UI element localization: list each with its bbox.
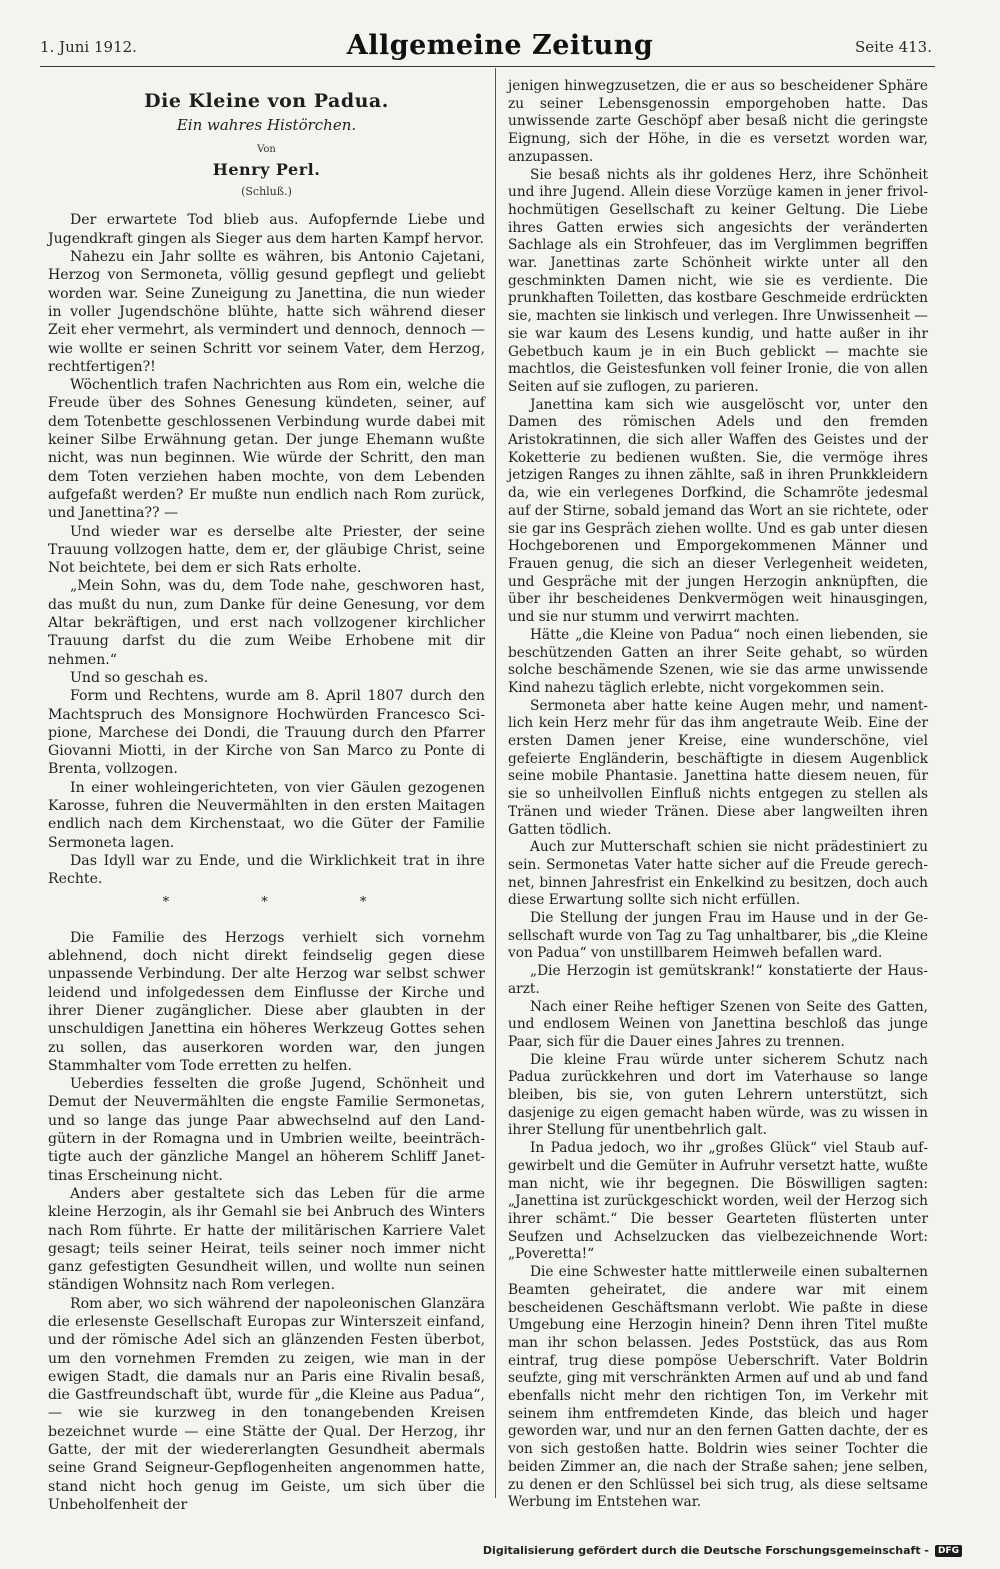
- page-number: Seite 413.: [854, 38, 932, 56]
- masthead: Allgemeine Zeitung: [346, 30, 654, 61]
- paragraph: Das Idyll war zu Ende, und die Wirklichkeit trat in ihre Rechte.: [48, 852, 485, 888]
- separator-star: *: [162, 895, 214, 911]
- paragraph: Nahezu ein Jahr sollte es währen, bis Antonio Cajetani, Herzog von Sermoneta, völlig gesund gepflegt und geliebt worden war. Seine Zuneigung zu Janettina, die nun wieder in voller Jugendschöne blühte, hatte sich während dieser Zeit eher vermehrt, als vermindert und dennoch, dennoch — wie wollte er seinen Schritt vor seinem Vater, dem Herzog, rechtfertigen?!: [48, 249, 485, 375]
- byline-von: Von: [257, 143, 276, 155]
- paragraph: Der erwartete Tod blieb aus. Aufopfernde Liebe und Jugendkraft gingen als Sieger aus dem harten Kampf hervor.: [48, 212, 485, 247]
- paragraph: Janettina kam sich wie ausgelöscht vor, unter den Damen des römischen Adels und den fremden Aristokratinnen, die sich aller Waffen des Geistes und der Koketterie zu bedienen wußten. Sie, die vermöge ihres jetzigen Ranges zu ihnen zählte, saß in ihren Prunkkleidern da, wie ein verlegenes Dorfkind, die Schamröte jedesmal auf der Stirne, sobald jemand das Wort an sie richtete, oder sie gar ins Gespräch ziehen wollte. Und es gab unter diesen Hochgeborenen und Emporgekommenen Männer und Frauen genug, die sich an dieser Verlegenheit weideten, und Gespräche mit der jungen Herzogin anknüpften, die über ihr bescheidenes Denkvermögen weit hinausgingen, und sie nur stumm und verwirrt machten.: [508, 396, 928, 626]
- paragraph: Die Stellung der jungen Frau im Hause und in der Gesellschaft wurde von Tag zu Tag unhaltbarer, bis „die Kleine von Padua“ von unstillbarem Heimweh befallen ward.: [508, 910, 928, 962]
- article-author: Henry Perl.: [212, 159, 321, 179]
- paragraph: „Die Herzogin ist gemütskrank!“ konstatierte der Hausarzt.: [508, 963, 928, 997]
- paragraph: Ueberdies fesselten die große Jugend, Schönheit und Demut der Neuvermählten die engste Familie Sermonetas, und so lange das junge Paar abwechselnd auf den Landgütern in der Romagna und in Umbrien weilte, beeinträchtigte auch der gänzliche Mangel an höherem Schliff Janettinas Erscheinung nicht.: [48, 1076, 485, 1184]
- column-divider: [495, 68, 496, 1498]
- paragraph: Die Familie des Herzogs verhielt sich vornehm ablehnend, doch nicht direkt feindselig gegen diese unpassende Verbindung. Der alte Herzog war selbst schwer leidend und infolgedessen dem Einflusse der Kirche und ihrer Diener zugänglicher. Diese aber glaubten in der unschuldigen Janettina ein höheres Werkzeug Gottes sehen zu sollen, das auserkoren worden war, den jungen Stammhalter vom Tode erretten zu helfen.: [48, 929, 485, 1074]
- paragraph: Die eine Schwester hatte mittlerweile einen subalternen Beamten geheiratet, die andere war mit einem bescheidenen Geschäftsmann verlobt. Wie paßte in diese Umgebung eine Herzogin hinein? Denn ihren Titel mußte man ihr schon belassen. Jedes Poststück, das aus Rom eintraf, trug diese pompöse Ueberschrift. Vater Boldrin seufzte, ging mit verschränkten Armen auf und ab und fand ebenfalls nicht mehr den richtigen Ton, im Verkehr mit seinem ihm entfremdeten Kinde, das bleich und hager geworden war, und nur an den fernen Gatten dachte, der es von sich gestoßen hatte. Boldrin wies seiner Tochter die beiden Zimmer an, die nach der Straße sahen; jene selben, zu denen er den Schlüssel bei sich trug, als diese seltsame Werbung im Entstehen war.: [508, 1264, 928, 1511]
- separator-star: *: [261, 895, 312, 911]
- paragraph: Anders aber gestaltete sich das Leben für die arme kleine Herzogin, als ihr Gemahl sie bei Anbruch des Winters nach Rom führte. Er hatte der militärischen Karriere Valet gesagt; teils seiner Heirat, teils seiner noch immer nicht ganz gefestigten Gesundheit willen, und wollte nun seinen ständigen Wohnsitz nach Rom verlegen.: [48, 1185, 485, 1294]
- paragraph: Sermoneta aber hatte keine Augen mehr, und namentlich kein Herz mehr für das ihm angetraute Weib. Eine der ersten Damen jener Kreise, eine wunderschöne, viel gefeierte Engländerin, beschäftigte in diesem Augenblick seine mobile Phantasie. Janettina hatte diesem neuen, für sie so unheilvollen Einfluß nichts entgegen zu stellen als Tränen und wieder Tränen. Diese aber langweilten ihren Gatten tödlich.: [508, 697, 928, 838]
- continuation-note: (Schluß.): [241, 185, 292, 199]
- paragraph: In einer wohleingerichteten, von vier Gäulen gezogenen Karosse, fuhren die Neuvermählten in den ersten Maitagen endlich nach dem Kirchenstaat, wo die Güter der Familie Sermoneta lagen.: [48, 779, 485, 851]
- article-subtitle: Ein wahres Histörchen.: [176, 116, 357, 135]
- digitization-footer: [483, 1544, 962, 1557]
- left-column: [48, 78, 485, 1514]
- paragraph: Auch zur Mutterschaft schien sie nicht prädestiniert zu sein. Sermonetas Vater hatte sicher auf die Freude gerechnet, binnen Jahresfrist ein Enkelkind zu besitzen, doch auch diese Erwartung sollte sich nicht erfüllen.: [508, 839, 928, 909]
- section-separator: [48, 894, 485, 912]
- paragraph: Sie besaß nichts als ihr goldenes Herz, ihre Schönheit und ihre Jugend. Allein diese Vorzüge kamen in jener frivol-hochmütigen Gesellschaft zu keiner Geltung. Die Liebe ihres Gatten erwies sich angesichts der veränderten Sachlage als ein Strohfeuer, das im Verglimmen begriffen war. Janettinas zarte Schönheit wirkte unter all den geschminkten Damen nicht, wie sie es verdiente. Die prunkhaften Toiletten, das kostbare Geschmeide erdrückten sie, machten sie linkisch und verlegen. Ihre Unwissenheit — sie war kaum des Lesens kundig, und hatte außer in ihr Gebetbuch kaum je in ein Buch geblickt — machte sie machtlos, die Geistesfunken voll feiner Ironie, die von allen Seiten auf sie zuflogen, zu parieren.: [508, 166, 928, 395]
- paragraph: Die kleine Frau würde unter sicherem Schutz nach Padua zurückkehren und dort im Vaterhause so lange bleiben, bis sie, von guten Lehrern unterstützt, sich dasjenige zu eigen gemacht haben würde, was zu wissen in ihrer Stellung für unentbehrlich galt.: [508, 1051, 928, 1139]
- paragraph: Hätte „die Kleine von Padua“ noch einen liebenden, sie beschützenden Gatten an ihrer Seite gehabt, so würden solche beschämende Szenen, wie sie das arme unwissende Kind nahezu täglich erlebte, nicht vorgekommen sein.: [508, 626, 928, 696]
- paragraph: Rom aber, wo sich während der napoleonischen Glanzära die erlesenste Gesellschaft Europas zur Winterszeit einfand, und der römische Adel sich an glänzenden Festen überbot, um den vornehmen Fremden zu zeigen, wie man in der ewigen Stadt, die damals nur an Paris eine Rivalin besaß, die Gastfreundschaft übt, wurde für „die Kleine aus Padua“, — wie sie kurzweg in den tonangebenden Kreisen bezeichnet wurde — eine Stätte der Qual. Der Herzog, ihr Gatte, der mit der wiedererlangten Gesundheit abermals seine Grand Seigneur-Gepflogenheiten angenommen hatte, stand nicht hoch genug im Geiste, um sich über die Unbeholfenheit der: [48, 1295, 485, 1513]
- separator-star: *: [359, 895, 411, 911]
- paragraph: Und so geschah es.: [70, 669, 209, 686]
- paragraph: Nach einer Reihe heftiger Szenen von Seite des Gatten, und endlosem Weinen von Janettina beschloß das junge Paar, sich für die Dauer eines Jahres zu trennen.: [508, 998, 928, 1050]
- issue-date: 1. Juni 1912.: [40, 38, 137, 56]
- dfg-logo-icon: DFG: [935, 1545, 962, 1557]
- footer-text: Digitalisierung gefördert durch die Deutsche Forschungsgemeinschaft -: [482, 1544, 929, 1557]
- paragraph: „Mein Sohn, was du, dem Tode nahe, geschworen hast, das mußt du nun, zum Danke für deine Genesung, vor dem Altar bekräftigen, und erst nach vollzogener kirchlicher Trauung darfst du die zum Weibe Erhobene mit dir nehmen.“: [48, 578, 485, 668]
- paragraph: jenigen hinwegzusetzen, die er aus so bescheidener Sphäre zu seiner Lebensgenossin emporgehoben hatte. Das unwissende zarte Geschöpf aber besaß nicht die geringste Eignung, sich der Höhe, in die es versetzt worden war, anzupassen.: [508, 78, 928, 165]
- article-title: Die Kleine von Padua.: [144, 90, 389, 112]
- paragraph: In Padua jedoch, wo ihr „großes Glück“ viel Staub aufgewirbelt und die Gemüter in Aufruhr versetzt hatte, wußte man nicht, wie ihr begegnen. Die Böswilligen sagten: „Janettina ist zurückgeschickt worden, weil der Herzog sich ihrer schämt.“ Die besser Gearteten flüsterten unter Seufzen und Achselzucken das vielbezeichnende Wort: „Poveretta!“: [508, 1140, 928, 1263]
- paragraph: Und wieder war es derselbe alte Priester, der seine Trauung vollzogen hatte, dem er, der gläubige Christ, seine Not beichtete, bei dem er sich Rats erholte.: [48, 523, 485, 577]
- paragraph: Wöchentlich trafen Nachrichten aus Rom ein, welche die Freude über des Sohnes Genesung kündeten, seiner, auf dem Totenbette geschlossenen Verbindung wurde dabei mit keiner Silbe Erwähnung getan. Der junge Ehemann wußte nicht, was nun beginnen. Wie würde der Schritt, den man dem Toten verziehen haben mochte, von dem Lebenden aufgefaßt werden? Er mußte nun endlich nach Rom zurück, und Janettina?? —: [48, 377, 485, 522]
- paragraph: Form und Rechtens, wurde am 8. April 1807 durch den Machtspruch des Monsignore Hochwürden Francesco Scipione, Marchese dei Dondi, die Trauung durch den Pfarrer Giovanni Miotti, in der Kirche von San Marco zu Ponte di Brenta, vollzogen.: [48, 688, 485, 778]
- right-column: [508, 78, 928, 1512]
- article-heading: [48, 92, 485, 201]
- header-rule: [40, 66, 935, 67]
